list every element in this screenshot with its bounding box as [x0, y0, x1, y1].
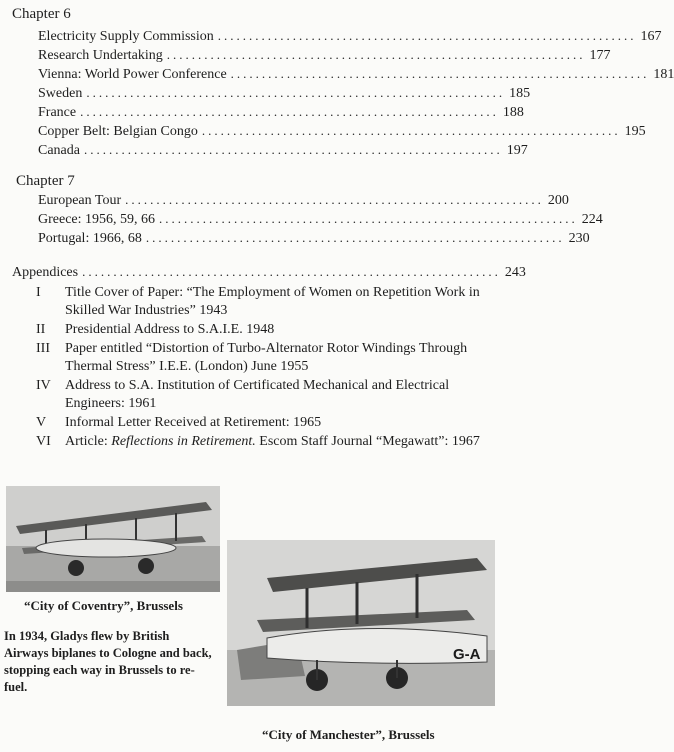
appendix-text: Address to S.A. Institution of Certificated Mechanical and Electrical Engineers: 1961: [65, 378, 450, 411]
coventry-biplane-photo: [6, 486, 220, 592]
photo-note: In 1934, Gladys flew by British Airways biplanes to Cologne and back, stopping each way in Brussels to re-fuel.: [4, 629, 212, 694]
appendix-item: [36, 433, 481, 451]
appendix-number: II: [36, 322, 46, 337]
appendix-text: Paper entitled “Distortion of Turbo-Alternator Rotor Windings Through Thermal Stress” I.E.E. (London) June 1955: [65, 341, 468, 374]
toc-entry: [38, 27, 662, 45]
coventry-caption: “City of Coventry”, Brussels: [24, 598, 183, 613]
toc-entry-page: 167: [640, 29, 662, 44]
appendix-number: IV: [36, 378, 51, 393]
toc-leader-dots: ...................................................................: [201, 123, 621, 138]
toc-entry-title: European Tour: [38, 193, 122, 208]
toc-leader-dots: ...................................................................: [83, 142, 503, 157]
toc-entry-title: Sweden: [38, 86, 83, 101]
toc-entry-title: Research Undertaking: [38, 48, 163, 63]
toc-entry-title: Canada: [38, 143, 80, 158]
toc-entry-page: 195: [624, 124, 646, 139]
appendix-text-part: Escom Staff Journal “Megawatt”: 1967: [255, 434, 480, 449]
toc-leader-dots: ...................................................................: [166, 47, 586, 62]
appendix-number: V: [36, 415, 47, 430]
appendix-text: Presidential Address to S.A.I.E. 1948: [65, 322, 275, 337]
toc-leader-dots: ...................................................................: [145, 230, 565, 245]
toc-entry-page: 181: [653, 67, 674, 82]
toc-leader-dots: ...................................................................: [86, 85, 506, 100]
toc-entry: [38, 103, 524, 121]
toc-entry: [38, 122, 646, 140]
appendices-page: 243: [504, 265, 526, 280]
toc-entry-page: 224: [581, 212, 603, 227]
toc-entry-title: Electricity Supply Commission: [38, 29, 214, 44]
appendix-text: Informal Letter Received at Retirement: 1965: [65, 415, 322, 430]
toc-entry: [38, 141, 528, 159]
toc-entry: [38, 191, 569, 209]
toc-entry-page: 185: [509, 86, 531, 101]
toc-entry: [38, 84, 531, 102]
toc-leader-dots: ...................................................................: [82, 264, 501, 279]
toc-entry-page: 197: [506, 143, 528, 158]
toc-entry-title: Portugal: 1966, 68: [38, 231, 142, 246]
appendix-item: [36, 340, 481, 375]
toc-leader-dots: ...................................................................: [217, 28, 637, 43]
appendix-item: [36, 377, 481, 412]
chapter-6-heading: Chapter 6: [12, 6, 71, 22]
toc-leader-dots: ...................................................................: [80, 104, 499, 119]
toc-entry-title: Copper Belt: Belgian Congo: [38, 124, 198, 139]
biplane-illustration: [227, 540, 495, 706]
toc-entry: [38, 229, 590, 247]
toc-entry: [38, 65, 674, 83]
appendix-number: VI: [36, 434, 51, 449]
appendix-item: [36, 321, 481, 339]
toc-leader-dots: ...................................................................: [230, 66, 650, 81]
appendix-number: I: [36, 285, 41, 300]
appendices-heading: [12, 263, 526, 281]
appendix-article-title: Reflections in Retirement.: [111, 434, 256, 449]
toc-entry-title: Vienna: World Power Conference: [38, 67, 227, 82]
toc-entry-title: Greece: 1956, 59, 66: [38, 212, 156, 227]
toc-entry-page: 177: [589, 48, 611, 63]
appendix-number: III: [36, 341, 50, 356]
toc-entry-title: France: [38, 105, 77, 120]
aircraft-registration: G-A: [453, 646, 481, 663]
toc-entry: [38, 46, 611, 64]
manchester-biplane-photo: [227, 540, 495, 706]
appendix-item: [36, 414, 481, 432]
appendix-text: [65, 433, 481, 451]
biplane-illustration: [6, 486, 220, 592]
chapter-7-heading: Chapter 7: [16, 173, 75, 189]
appendix-text-part: Article:: [65, 434, 112, 449]
toc-leader-dots: ...................................................................: [159, 211, 578, 226]
toc-entry-page: 200: [547, 193, 569, 208]
appendices-title: Appendices: [12, 265, 79, 280]
toc-entry-page: 188: [502, 105, 524, 120]
toc-leader-dots: ...................................................................: [125, 192, 544, 207]
toc-entry: [38, 210, 603, 228]
appendix-item: [36, 284, 481, 319]
appendix-text: Title Cover of Paper: “The Employment of Women on Repetition Work in Skilled War Industries” 1943: [65, 285, 480, 318]
toc-entry-page: 230: [568, 231, 590, 246]
manchester-caption: “City of Manchester”, Brussels: [262, 727, 435, 742]
